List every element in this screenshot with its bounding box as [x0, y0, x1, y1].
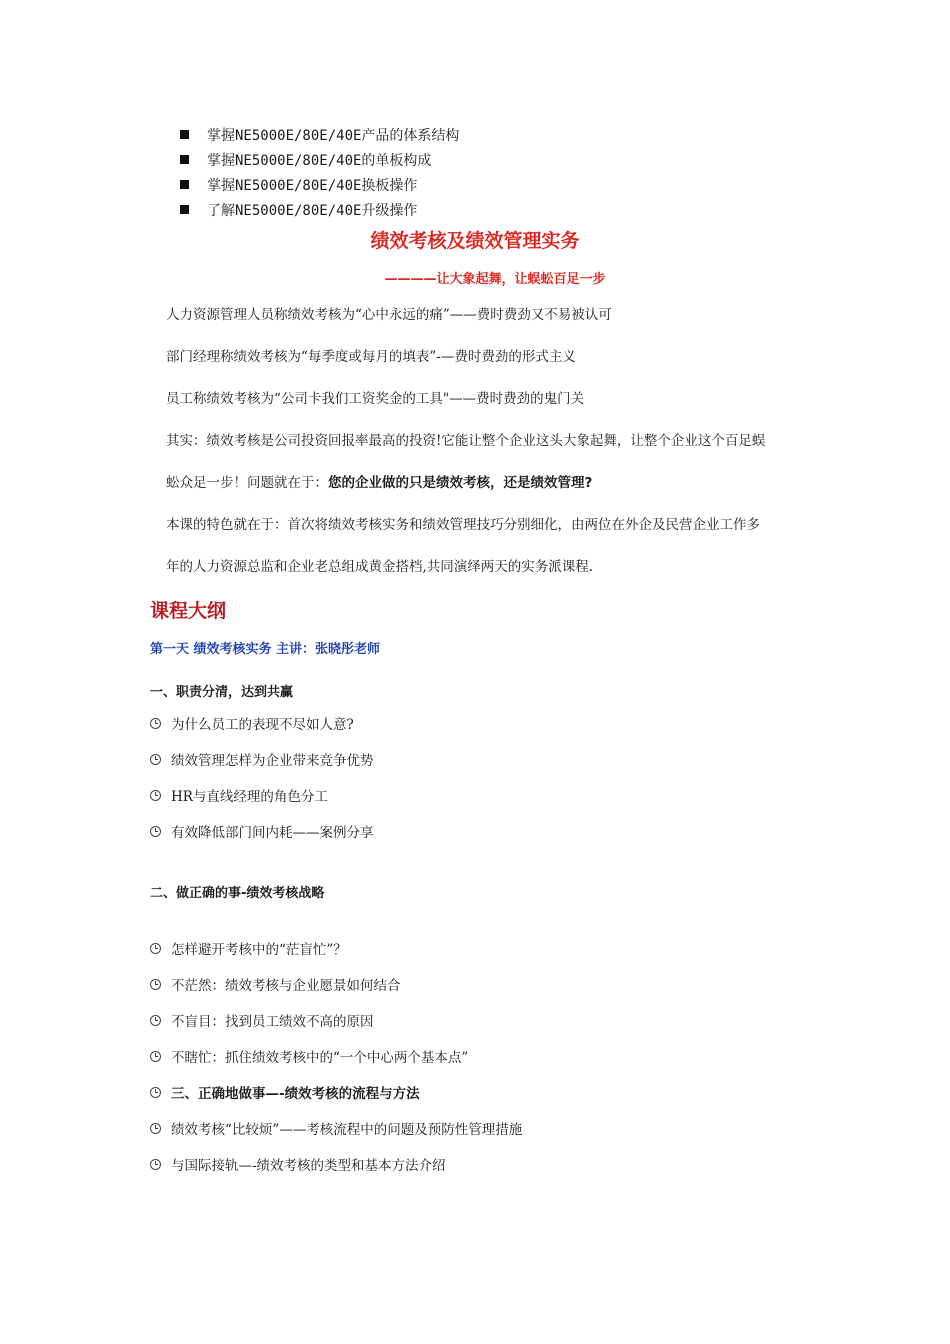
list-item: 有效降低部门间内耗——案例分享 [150, 823, 374, 843]
objective-item: 掌握NE5000E/80E/40E的单板构成 [180, 151, 431, 171]
clock-icon [150, 943, 161, 954]
objective-item: 了解NE5000E/80E/40E升级操作 [180, 201, 417, 221]
square-bullet-icon [180, 205, 189, 214]
list-item: 不瞎忙：抓住绩效考核中的“一个中心两个基本点” [150, 1048, 468, 1068]
clock-icon [150, 1087, 161, 1098]
list-item: 不茫然：绩效考核与企业愿景如何结合 [150, 976, 401, 996]
intro-paragraph: 本课的特色就在于：首次将绩效考核实务和绩效管理技巧分别细化，由两位在外企及民营企业工作多 [166, 517, 760, 533]
intro-paragraph: 人力资源管理人员称绩效考核为“心中永远的痛”——费时费劲又不易被认可 [166, 307, 612, 323]
key-question: 您的企业做的只是绩效考核，还是绩效管理? [328, 475, 593, 491]
list-item: 为什么员工的表现不尽如人意? [150, 715, 354, 735]
square-bullet-icon [180, 155, 189, 164]
clock-icon [150, 1123, 161, 1134]
clock-icon [150, 1051, 161, 1062]
intro-paragraph: 蚣众足一步！问题就在于：您的企业做的只是绩效考核，还是绩效管理? [166, 475, 593, 491]
clock-icon [150, 754, 161, 765]
intro-paragraph: 部门经理称绩效考核为“每季度或每月的填表”-—费时费劲的形式主义 [166, 349, 576, 365]
section-title: 一、职责分清，达到共赢 [150, 685, 294, 700]
course-title: 绩效考核及绩效管理实务 [370, 230, 580, 252]
clock-icon [150, 979, 161, 990]
square-bullet-icon [180, 130, 189, 139]
day-heading: 第一天 绩效考核实务 主讲：张晓彤老师 [150, 642, 381, 657]
intro-paragraph: 其实：绩效考核是公司投资回报率最高的投资!它能让整个企业这头大象起舞，让整个企业这个百足蜈 [166, 433, 766, 449]
clock-icon [150, 790, 161, 801]
list-item: 绩效考核“比较烦”——考核流程中的问题及预防性管理措施 [150, 1120, 522, 1140]
section-title: 三、正确地做事—-绩效考核的流程与方法 [150, 1084, 420, 1104]
intro-paragraph: 员工称绩效考核为“公司卡我们工资奖金的工具"——费时费劲的鬼门关 [166, 391, 585, 407]
section-title: 二、做正确的事-绩效考核战略 [150, 886, 325, 901]
list-item: 与国际接轨—-绩效考核的类型和基本方法介绍 [150, 1156, 446, 1176]
list-item: 怎样避开考核中的“茫盲忙”？ [150, 940, 347, 960]
course-subtitle: ————让大象起舞，让蜈蚣百足一步 [384, 272, 606, 287]
objective-item: 掌握NE5000E/80E/40E产品的体系结构 [180, 126, 459, 146]
list-item: 不盲目：找到员工绩效不高的原因 [150, 1012, 374, 1032]
list-item: HR与直线经理的角色分工 [150, 787, 328, 807]
clock-icon [150, 1015, 161, 1026]
square-bullet-icon [180, 180, 189, 189]
list-item: 绩效管理怎样为企业带来竞争优势 [150, 751, 374, 771]
clock-icon [150, 718, 161, 729]
clock-icon [150, 826, 161, 837]
intro-paragraph: 年的人力资源总监和企业老总组成黄金搭档,共同演绎两天的实务派课程. [166, 559, 594, 575]
outline-heading: 课程大纲 [150, 600, 227, 622]
objective-item: 掌握NE5000E/80E/40E换板操作 [180, 176, 417, 196]
clock-icon [150, 1159, 161, 1170]
